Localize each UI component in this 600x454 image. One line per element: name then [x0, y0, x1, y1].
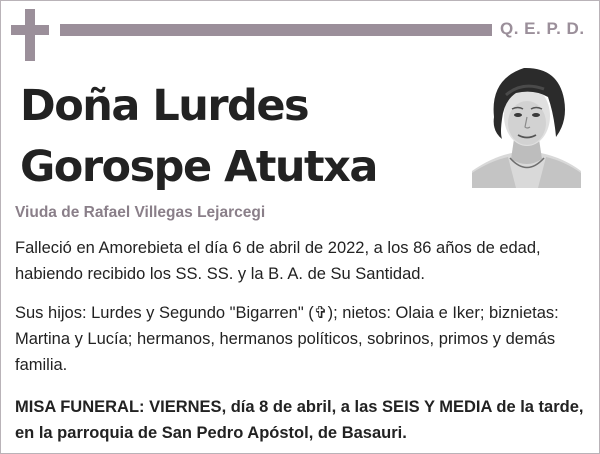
- widow-subtitle: Viuda de Rafael Villegas Lejarcegi: [15, 204, 266, 221]
- death-notice: Falleció en Amorebieta el día 6 de abril de 2022, a los 86 años de edad, habiendo recibido los SS. SS. y la B. A. de Su Santidad.: [15, 239, 541, 283]
- funeral-notice: MISA FUNERAL: VIERNES, día 8 de abril, a las SEIS Y MEDIA de la tarde, en la parroquia de San Pedro Apóstol, de Basauri.: [15, 398, 584, 442]
- cross-icon: [11, 9, 49, 61]
- deceased-name: [20, 76, 460, 198]
- qepd-label: Q. E. P. D.: [500, 19, 585, 38]
- family-list: Sus hijos: Lurdes y Segundo "Bigarren" (✞); nietos: Olaia e Iker; biznietas: Martina y Lucía; hermanos, hermanos políticos, sobrinos, primos y demás familia.: [15, 304, 559, 374]
- header-rule: [60, 24, 492, 36]
- name-line-2: Gorospe Atutxa: [20, 142, 377, 192]
- name-line-1: Doña Lurdes: [20, 81, 309, 131]
- portrait-photo: [472, 59, 581, 188]
